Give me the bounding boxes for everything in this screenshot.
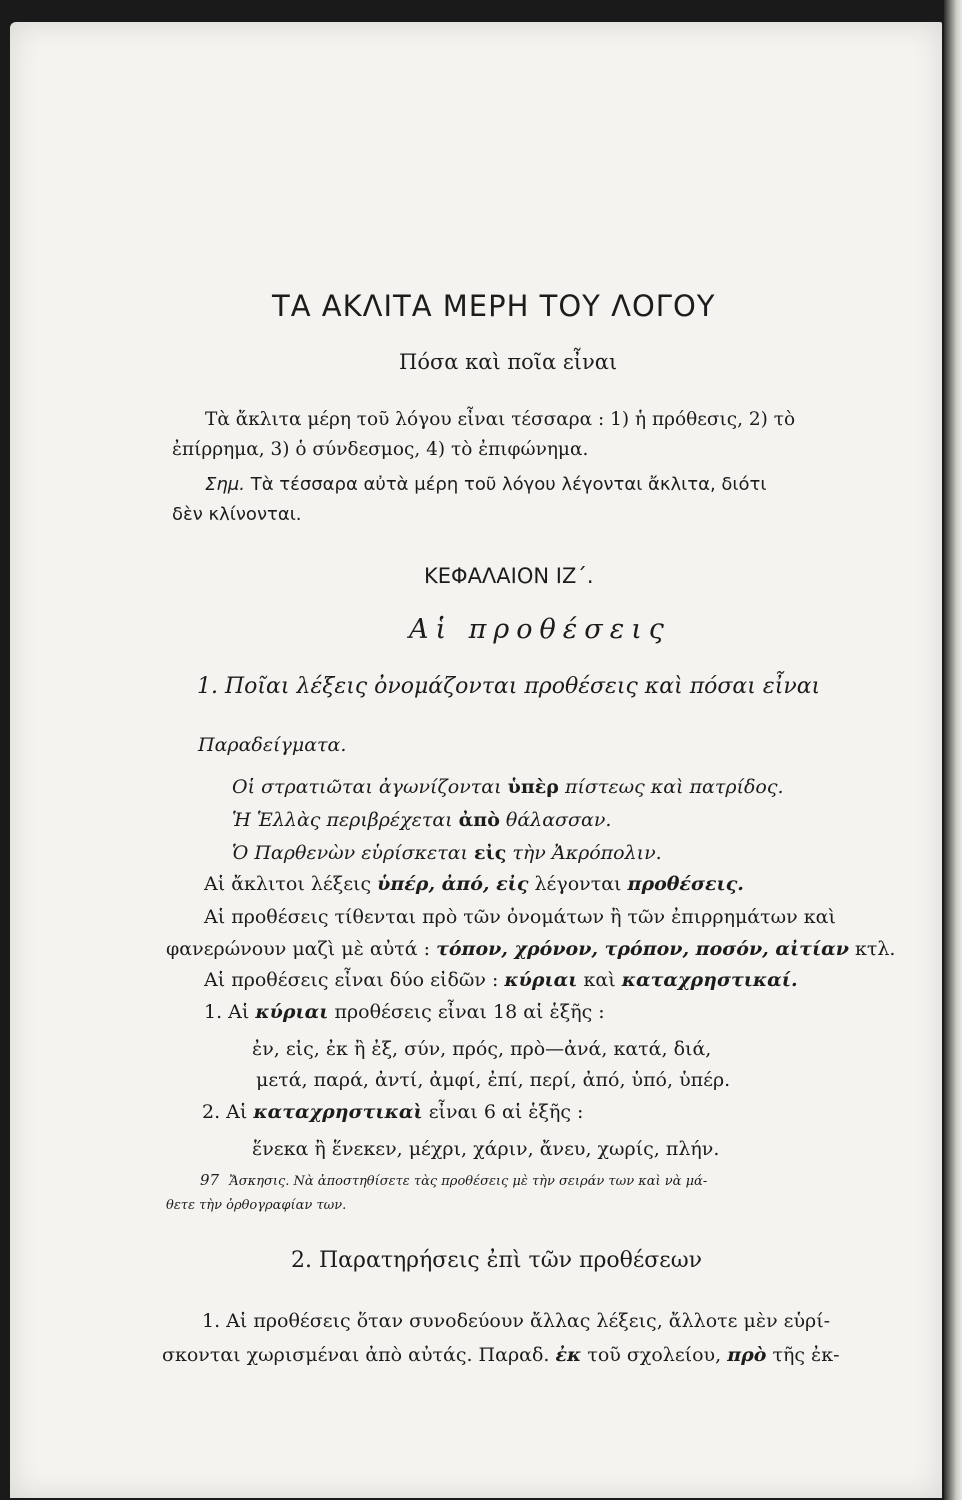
chapter-heading: ΚΕΦΑΛΑΙΟΝ ΙΖ΄.: [424, 564, 594, 588]
kind-2-item: 2. Αἱ καταχρηστικαὶ εἶναι 6 αἱ ἑξῆς :: [202, 1101, 584, 1123]
section-1-heading: 1. Ποῖαι λέξεις ὀνομάζονται προθέσεις καὶ πόσαι εἶναι: [197, 674, 821, 699]
example-line: Ἡ Ἑλλὰς περιβρέχεται ἀπὸ θάλασσαν.: [232, 809, 612, 831]
preposition-highlight: εἰς: [474, 842, 507, 864]
section-2-heading: 2. Παρατηρήσεις ἐπὶ τῶν προθέσεων: [291, 1248, 703, 1273]
preposition-highlight: ὑπὲρ: [507, 776, 559, 798]
exercise-line-1: 97 Ἄσκησις. Νὰ ἀποστηθίσετε τὰς προθέσεις μὲ τὴν σειράν των καὶ νὰ μά-: [200, 1171, 708, 1189]
note-text: Τὰ τέσσαρα αὐτὰ μέρη τοῦ λόγου λέγονται ἄκλιτα, διότι: [250, 474, 767, 495]
page-subtitle: Πόσα καὶ ποῖα εἶναι: [399, 350, 618, 374]
note-line-1: [205, 476, 766, 494]
kinds-paragraph: Αἱ προθέσεις εἶναι δύο εἰδῶν : κύριαι καὶ καταχρηστικαί.: [204, 969, 798, 991]
observation-line-1: 1. Αἱ προθέσεις ὅταν συνοδεύουν ἄλλας λέξεις, ἄλλοτε μὲν εὑρί-: [202, 1310, 831, 1332]
preposition-highlight: ἀπὸ: [458, 809, 500, 831]
kind-1-item: 1. Αἱ κύριαι προθέσεις εἶναι 18 αἱ ἑξῆς :: [204, 1001, 605, 1023]
note-line-2: δὲν κλίνονται.: [172, 504, 302, 525]
chapter-title: Αἱ προθέσεις: [409, 614, 671, 645]
improper-prepositions-list: ἕνεκα ἢ ἕνεκεν, μέχρι, χάριν, ἄνευ, χωρίς, πλήν.: [252, 1138, 720, 1160]
page-edge: [944, 0, 962, 1500]
definition-paragraph: Αἱ ἄκλιτοι λέξεις ὑπέρ, ἀπό, εἰς λέγονται προθέσεις.: [204, 873, 744, 895]
proper-prepositions-list: ἐν, εἰς, ἐκ ἢ ἐξ, σύν, πρός, πρὸ—ἀνά, κατά, διά,: [252, 1038, 712, 1060]
examples-label: Παραδείγματα.: [198, 734, 347, 756]
usage-line-2: φανερώνουν μαζὶ μὲ αὐτά : τόπον, χρόνον, τρόπον, ποσόν, αἰτίαν κτλ.: [166, 938, 896, 960]
example-line: Οἱ στρατιῶται ἀγωνίζονται ὑπὲρ πίστεως καὶ πατρίδος.: [232, 776, 784, 798]
proper-prepositions-list: μετά, παρά, ἀντί, ἀμφί, ἐπί, περί, ἀπό, ὑπό, ὑπέρ.: [256, 1069, 731, 1091]
example-line: Ὁ Παρθενὼν εὑρίσκεται εἰς τὴν Ἀκρόπολιν.: [232, 842, 662, 864]
page-title: ΤΑ ΑΚΛΙΤΑ ΜΕΡΗ ΤΟΥ ΛΟΓΟΥ: [272, 289, 716, 323]
observation-line-2: σκονται χωρισμέναι ἀπὸ αὐτάς. Παραδ. ἐκ τοῦ σχολείου, πρὸ τῆς ἐκ-: [162, 1344, 840, 1366]
exercise-line-2: θετε τὴν ὀρθογραφίαν των.: [166, 1198, 347, 1213]
exercise-number: 97: [200, 1171, 220, 1189]
book-page: [10, 22, 942, 1498]
intro-line-1: Τὰ ἄκλιτα μέρη τοῦ λόγου εἶναι τέσσαρα : 1) ἡ πρόθεσις, 2) τὸ: [205, 409, 796, 430]
intro-line-2: ἐπίρρημα, 3) ὁ σύνδεσμος, 4) τὸ ἐπιφώνημα.: [172, 439, 589, 460]
note-label: Σημ.: [205, 474, 245, 495]
usage-line-1: Αἱ προθέσεις τίθενται πρὸ τῶν ὀνομάτων ἢ τῶν ἐπιρρημάτων καὶ: [204, 906, 836, 928]
